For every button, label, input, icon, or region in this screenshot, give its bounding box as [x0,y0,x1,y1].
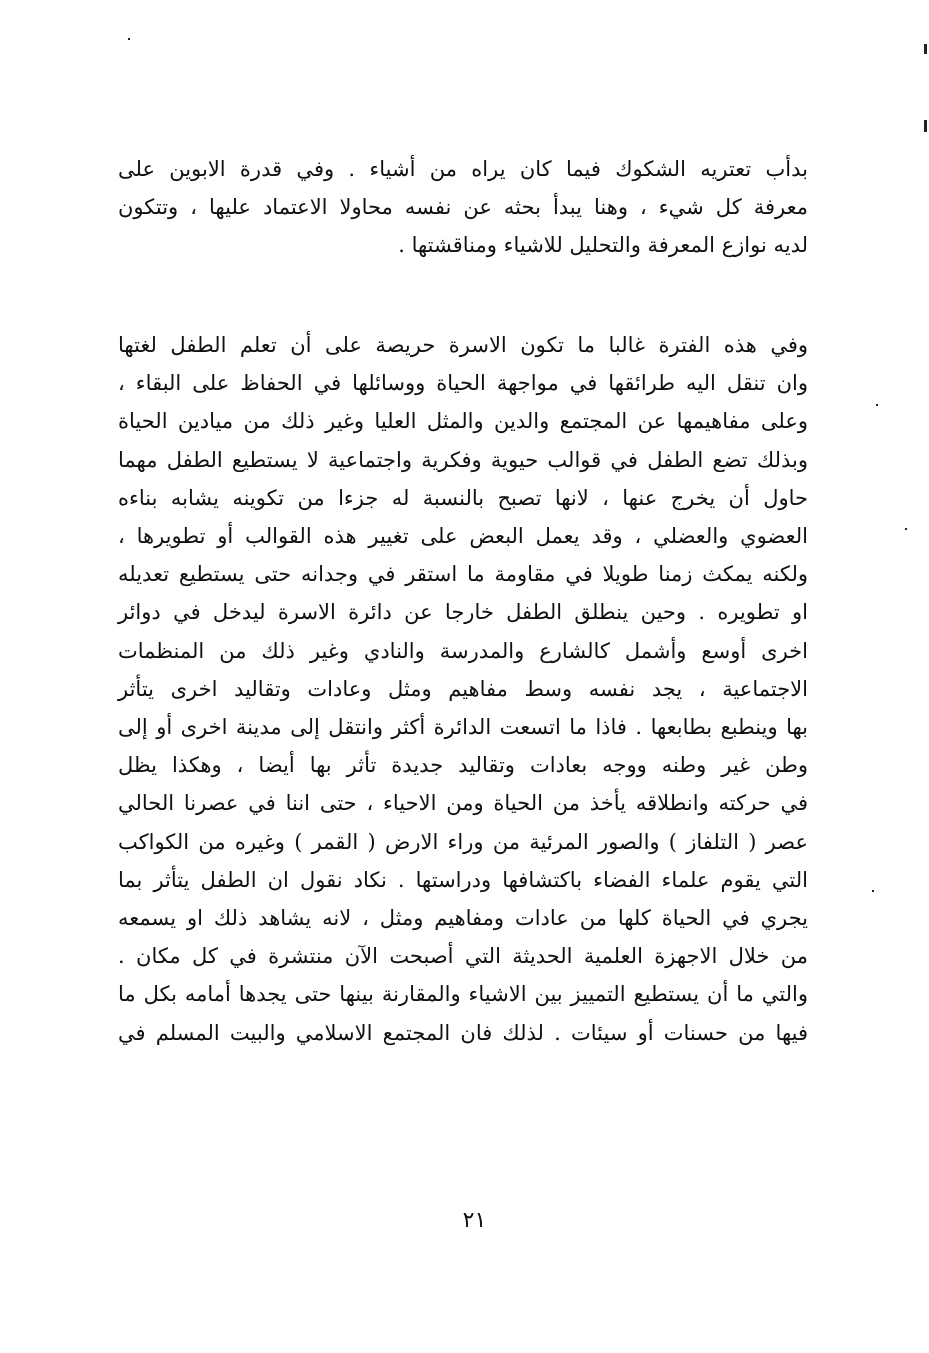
paragraph-2 [118,326,808,1052]
text-line: وبذلك تضع الطفل في قوالب حيوية وفكرية واجتماعية لا يستطيع الطفل مهما [118,447,808,472]
text-line: التي يقوم علماء الفضاء باكتشافها ودراستها . نكاد نقول ان الطفل يتأثر بما [118,867,808,892]
scan-mark [924,120,927,132]
text-line: والتي ما أن يستطيع التمييز بين الاشياء والمقارنة بينها حتى يجدها أمامه بكل ما [118,982,808,1007]
paragraph-1 [118,150,808,265]
scan-mark [128,38,130,40]
scan-mark [924,44,927,54]
scan-mark [905,528,907,530]
text-line: معرفة كل شيء ، وهنا يبدأ بحثه عن نفسه محاولا الاعتماد عليها ، وتتكون [118,195,808,220]
text-line: فيها من حسنات أو سيئات . لذلك فان المجتمع الاسلامي والبيت المسلم في [118,1020,808,1045]
scan-mark [872,890,874,892]
text-line: يجري في الحياة كلها من عادات ومفاهيم ومثل ، لانه يشاهد ذلك او يسمعه [118,906,808,931]
text-line: او تطويره . وحين ينطلق الطفل خارجا عن دائرة الاسرة ليدخل في دوائر [118,600,808,625]
text-line: في حركته وانطلاقه يأخذ من الحياة ومن الاحياء ، حتى اننا في عصرنا الحالي [118,791,808,816]
text-line: حاول أن يخرج عنها ، لانها تصبح بالنسبة له جزءا من تكوينه يشابه بناءه [118,485,808,510]
text-line: وطن غير وطنه ووجه بعادات وتقاليد جديدة تأثر بها أيضا ، وهكذا يظل [118,753,808,778]
text-line: وعلى مفاهيمها عن المجتمع والدين والمثل العليا وغير ذلك من ميادين الحياة [118,409,808,434]
text-line: وفي هذه الفترة غالبا ما تكون الاسرة حريصة على أن تعلم الطفل لغتها [118,333,808,357]
text-line: الاجتماعية ، يجد نفسه وسط مفاهيم ومثل وعادات وتقاليد اخرى يتأثر [118,676,808,701]
page-number: ٢١ [462,1208,487,1233]
text-line: عصر ( التلفاز ) والصور المرئية من وراء الارض ( القمر ) وغيره من الكواكب [118,829,808,854]
text-line: من خلال الاجهزة العلمية الحديثة التي أصبحت الآن منتشرة في كل مكان . [118,944,808,969]
text-line: العضوي والعضلي ، وقد يعمل البعض على تغيير هذه القوالب أو تطويرها ، [118,524,808,549]
text-line: اخرى أوسع وأشمل كالشارع والمدرسة والنادي وغير ذلك من المنظمات [118,638,808,663]
scan-mark [876,404,878,406]
text-line: لديه نوازع المعرفة والتحليل للاشياء ومناقشتها . [398,233,808,258]
text-line: وان تنقل اليه طرائقها في مواجهة الحياة ووسائلها في الحفاظ على البقاء ، [118,371,808,396]
text-line: بدأب تعتريه الشكوك فيما كان يراه من أشياء . وفي قدرة الابوين على [118,157,808,181]
text-line: ولكنه يمكث زمنا طويلا في مقاومة ما استقر في وجدانه حتى يستطيع تعديله [118,562,808,587]
text-line: بها وينطبع بطابعها . فاذا ما اتسعت الدائرة أكثر وانتقل إلى مدينة اخرى أو إلى [118,715,808,740]
